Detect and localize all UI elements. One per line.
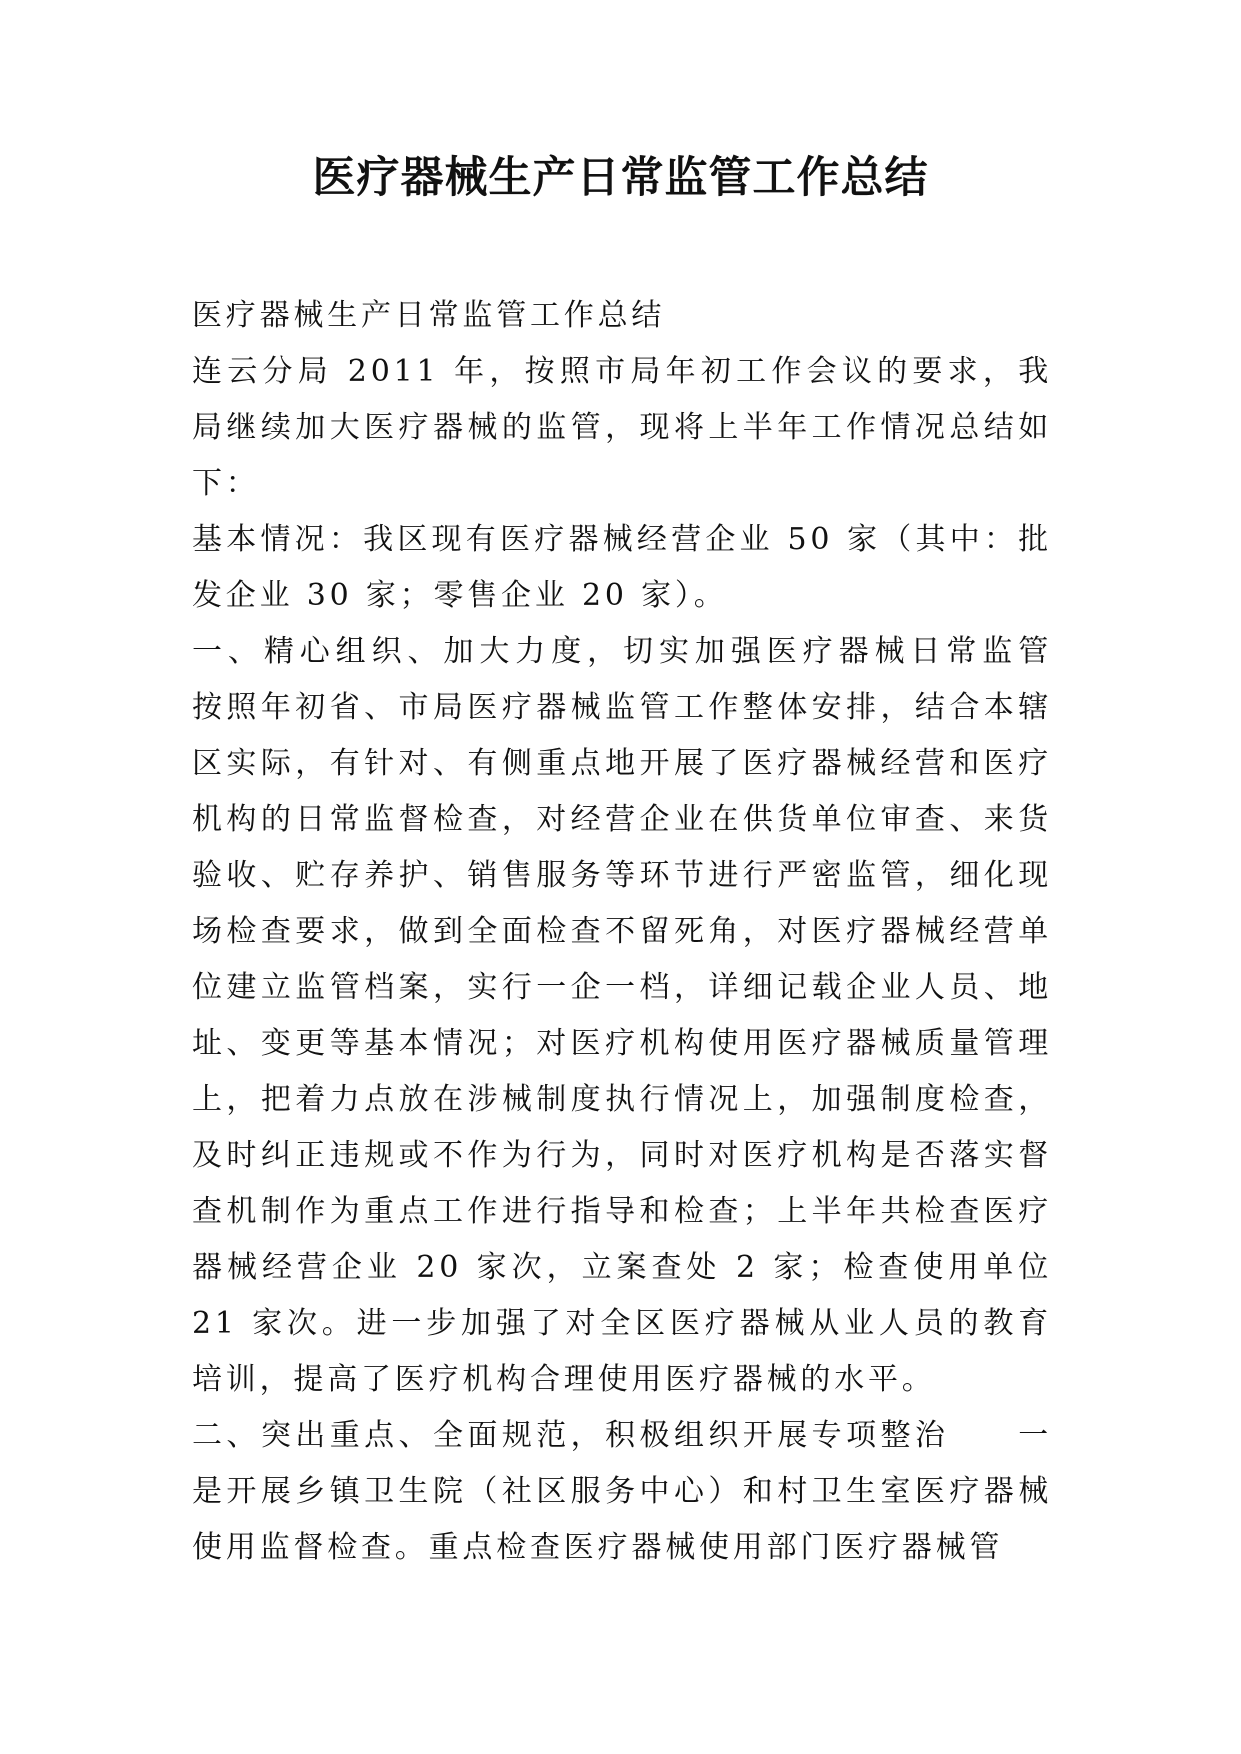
document-body bbox=[192, 288, 1086, 1576]
paragraph-heading: 医疗器械生产日常监管工作总结 bbox=[192, 298, 666, 333]
document-title: 医疗器械生产日常监管工作总结 bbox=[312, 153, 929, 203]
paragraph-intro: 连云分局 2011 年，按照市局年初工作会议的要求，我局继续加大医疗器械的监管，现将上半年工作情况总结如下： bbox=[192, 354, 1052, 501]
paragraph-section-two: 二、突出重点、全面规范，积极组织开展专项整治 一是开展乡镇卫生院（社区服务中心）和村卫生室医疗器械使用监督检查。重点检查医疗器械使用部门医疗器械管 bbox=[192, 1418, 1052, 1565]
paragraph-section-one: 一、精心组织、加大力度，切实加强医疗器械日常监管 按照年初省、市局医疗器械监管工作整体安排，结合本辖区实际，有针对、有侧重点地开展了医疗器械经营和医疗机构的日常监督检查，对经营企业在供货单位审查、来货验收、贮存养护、销售服务等环节进行严密监管，细化现场检查要求，做到全面检查不留死角，对医疗器械经营单位建立监管档案，实行一企一档，详细记载企业人员、地址、变更等基本情况；对医疗机构使用医疗器械质量管理上，把着力点放在涉械制度执行情况上，加强制度检查，及时纠正违规或不作为行为，同时对医疗机构是否落实督查机制作为重点工作进行指导和检查；上半年共检查医疗器械经营企业 20 家次，立案查处 2 家；检查使用单位 21 家次。进一步加强了对全区医疗器械从业人员的教育培训，提高了医疗机构合理使用医疗器械的水平。 bbox=[192, 634, 1086, 1397]
paragraph-basic-situation: 基本情况：我区现有医疗器械经营企业 50 家（其中：批发企业 30 家；零售企业 20 家）。 bbox=[192, 522, 1052, 613]
